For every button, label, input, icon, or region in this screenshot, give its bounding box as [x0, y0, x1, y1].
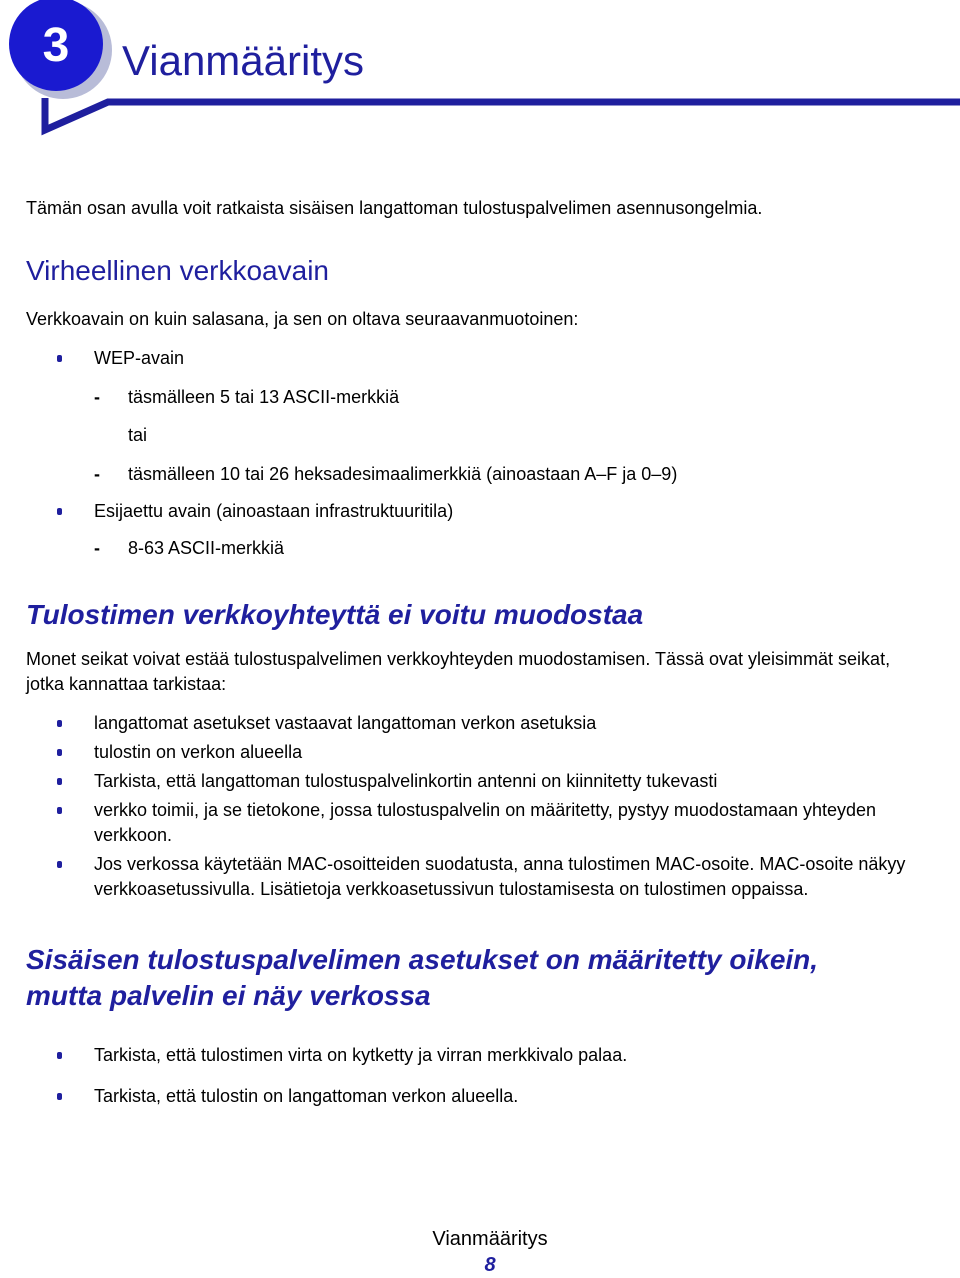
wep-option-or: tai	[128, 425, 148, 445]
list-item-wep: WEP-avain	[26, 346, 926, 371]
psk-option-ascii: - 8-63 ASCII-merkkiä	[26, 536, 926, 561]
list-item: Tarkista, että langattoman tulostuspalvelinkortin antenni on kiinnitetty tukevasti	[26, 769, 926, 794]
chapter-number: 3	[42, 19, 70, 72]
network-key-list-2	[26, 499, 926, 524]
chapter-title: Vianmääritys	[122, 37, 364, 84]
intro-text: Tämän osan avulla voit ratkaista sisäisen langattoman tulostuspalvelimen asennusongelmia.	[26, 198, 763, 218]
page-number: 8	[484, 1254, 496, 1276]
list-item-psk: Esijaettu avain (ainoastaan infrastruktuuritila)	[26, 499, 926, 524]
list-item: Tarkista, että tulostin on langattoman verkon alueella.	[26, 1084, 926, 1109]
list-item: verkko toimii, ja se tietokone, jossa tulostuspalvelin on määritetty, pystyy muodostamaan yhteyden verkkoon.	[26, 798, 926, 848]
page-content	[26, 196, 926, 1109]
section-heading-server-not-visible: Sisäisen tulostuspalvelimen asetukset on määritetty oikein, mutta palvelin ei näy verkossa	[26, 944, 819, 1011]
wep-option-hex: - täsmälleen 10 tai 26 heksadesimaalimerkkiä (ainoastaan A–F ja 0–9)	[26, 462, 926, 487]
section-heading-connection: Tulostimen verkkoyhteyttä ei voitu muodostaa	[26, 599, 644, 630]
section-heading-network-key: Virheellinen verkkoavain	[26, 255, 329, 286]
server-checklist	[26, 1043, 926, 1109]
dash-marker: -	[94, 464, 100, 484]
network-key-list	[26, 346, 926, 371]
footer-chapter-title: Vianmääritys	[432, 1228, 548, 1250]
page-footer	[0, 1226, 960, 1278]
connection-checklist	[26, 711, 926, 902]
list-item: Tarkista, että tulostimen virta on kytketty ja virran merkkivalo palaa.	[26, 1043, 926, 1068]
list-item: Jos verkossa käytetään MAC-osoitteiden suodatusta, anna tulostimen MAC-osoite. MAC-osoite näkyy verkkoasetussivulla. Lisätietoja verkkoasetussivun tulostamisesta on tulostimen oppaissa.	[26, 852, 926, 902]
connection-lead: Monet seikat voivat estää tulostuspalvelimen verkkoyhteyden muodostamisen. Tässä ovat yleisimmät seikat, jotka kannattaa tarkistaa:	[26, 649, 891, 694]
wep-option-ascii: - täsmälleen 5 tai 13 ASCII-merkkiä	[26, 385, 926, 410]
dash-marker: -	[94, 538, 100, 558]
list-item: tulostin on verkon alueella	[26, 740, 926, 765]
dash-marker: -	[94, 387, 100, 407]
list-item: langattomat asetukset vastaavat langattoman verkon asetuksia	[26, 711, 926, 736]
network-key-lead: Verkkoavain on kuin salasana, ja sen on oltava seuraavanmuotoinen:	[26, 309, 579, 329]
